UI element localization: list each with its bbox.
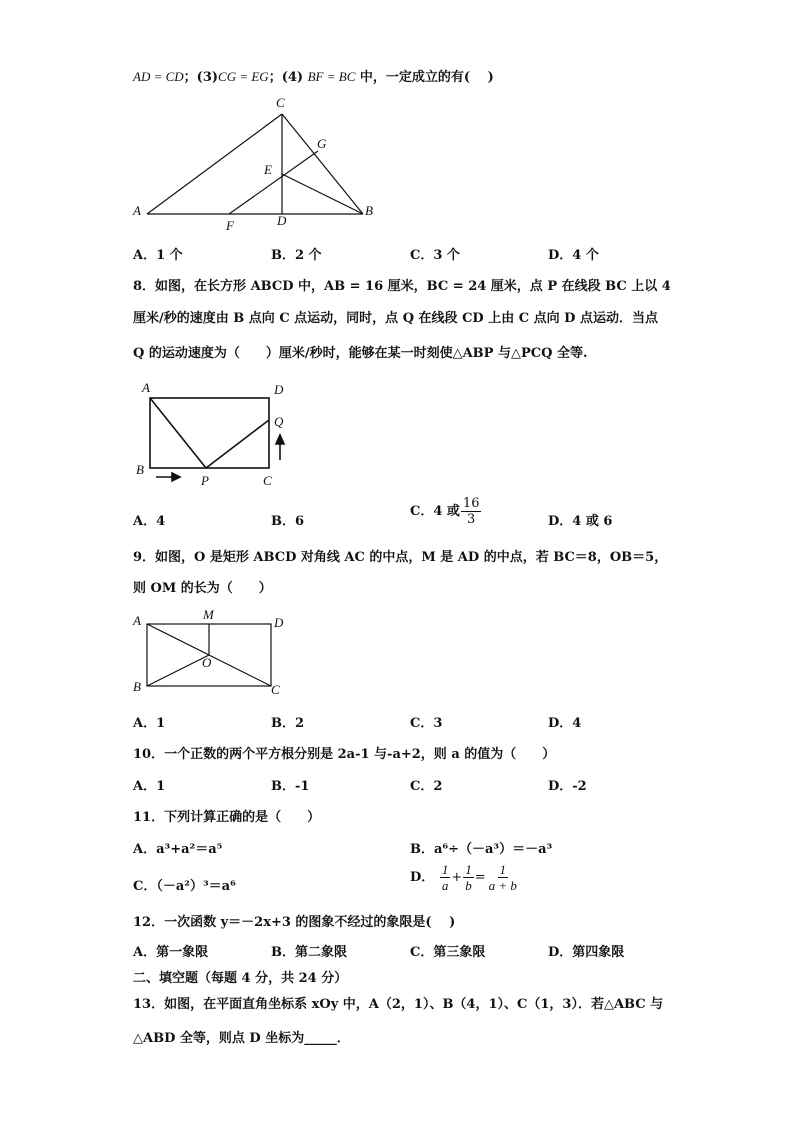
- q7-option-a[interactable]: A．1 个: [133, 248, 183, 263]
- q10-option-c[interactable]: C．2: [410, 779, 443, 794]
- q7-label-e: E: [264, 162, 272, 177]
- q7-label-c: C: [276, 95, 285, 110]
- q9-label-c: C: [271, 682, 280, 697]
- q11-frac2-den: b: [465, 878, 472, 893]
- q11-frac-1-over-b: [463, 862, 474, 893]
- q8-option-c-fraction: [461, 496, 482, 527]
- section-2-heading: 二、填空题（每题 4 分，共 24 分）: [133, 971, 348, 986]
- q9-label-b: B: [133, 679, 141, 694]
- q11-option-b[interactable]: B．a⁶÷（－a³）＝－a³: [410, 842, 553, 857]
- q8-rectangle-figure: [128, 378, 298, 490]
- q9-label-o: O: [202, 655, 212, 670]
- q11-option-c[interactable]: C．（－a²）³＝a⁶: [133, 879, 236, 894]
- q7-segment-fg: [229, 151, 318, 214]
- q9-label-a: A: [133, 613, 141, 628]
- q11-option-d-prefix: D．: [410, 870, 435, 885]
- q9-option-b[interactable]: B．2: [271, 716, 305, 731]
- q7-label-b: B: [365, 203, 373, 218]
- q7-item4-label: ；(4): [268, 70, 304, 85]
- q7-option-b[interactable]: B．2 个: [271, 248, 322, 263]
- q7-eq-cg-eg: CG = EG: [218, 69, 269, 84]
- q9-rectangle-figure: [128, 605, 298, 700]
- q7-label-f: F: [226, 218, 234, 232]
- q10-option-b[interactable]: B．-1: [271, 779, 310, 794]
- q8-option-c-text: C．4 或: [410, 504, 460, 519]
- q7-segment-ac: [147, 114, 282, 214]
- q7-option-d[interactable]: D．4 个: [548, 248, 599, 263]
- q11-frac-1-over-a-plus-b: [487, 862, 519, 893]
- q11-stem: 11．下列计算正确的是（ ）: [133, 810, 321, 825]
- q9-label-m: M: [203, 607, 214, 622]
- q8-label-c: C: [263, 473, 272, 488]
- q11-frac1-den: a: [441, 878, 449, 893]
- q10-option-d[interactable]: D．-2: [548, 779, 587, 794]
- q12-option-d[interactable]: D．第四象限: [548, 945, 625, 960]
- q8-stem-line2: 厘米/秒的速度由 B 点向 C 点运动，同时，点 Q 在线段 CD 上由 C 点向 D 点运动．当点: [133, 311, 658, 326]
- q8-option-b[interactable]: B．6: [271, 514, 305, 529]
- q8-stem-line1: 8．如图，在长方形 ABCD 中，AB = 16 厘米，BC = 24 厘米，点 P 在线段 BC 上以 4: [133, 279, 671, 294]
- q8-label-b: B: [136, 462, 144, 477]
- q10-stem: 10．一个正数的两个平方根分别是 2a-1 与-a+2，则 a 的值为（ ）: [133, 747, 556, 762]
- q9-option-c[interactable]: C．3: [410, 716, 443, 731]
- q7-item3-label: ；(3): [183, 70, 219, 85]
- q7-stem: [133, 66, 494, 85]
- q11-frac3-num: 1: [499, 862, 507, 877]
- q12-option-b[interactable]: B．第二象限: [271, 945, 347, 960]
- q11-frac3-den: a + b: [488, 878, 517, 893]
- q7-triangle-figure: [125, 92, 385, 232]
- q11-frac2-num: 1: [465, 862, 472, 877]
- q11-frac1-num: 1: [441, 862, 449, 877]
- q7-label-d: D: [277, 213, 287, 228]
- q7-label-g: G: [317, 136, 327, 151]
- q11-option-a[interactable]: A．a³+a²＝a⁵: [133, 842, 223, 857]
- q9-option-a[interactable]: A．1: [133, 716, 166, 731]
- q11-equals-sign: =: [474, 870, 486, 885]
- q9-segment-bo: [147, 655, 209, 686]
- q8-arrow-right: [156, 473, 180, 481]
- q8-label-a: A: [142, 380, 150, 395]
- q8-frac-den: 3: [467, 512, 476, 527]
- q8-label-d: D: [274, 382, 284, 397]
- q8-option-a[interactable]: A．4: [133, 514, 166, 529]
- q7-segment-eb: [282, 174, 363, 214]
- q8-segment-ap: [150, 398, 206, 468]
- q8-stem-line3: Q 的运动速度为（ ）厘米/秒时，能够在某一时刻使△ABP 与△PCQ 全等.: [133, 346, 588, 361]
- q7-eq-ad-cd: AD = CD: [133, 69, 184, 84]
- q8-segment-pq: [206, 420, 269, 468]
- q9-option-d[interactable]: D．4: [548, 716, 582, 731]
- q7-label-a: A: [133, 203, 141, 218]
- q12-option-a[interactable]: A．第一象限: [133, 945, 209, 960]
- q12-stem: 12．一次函数 y＝－2x+3 的图象不经过的象限是( ): [133, 915, 456, 930]
- q7-question-tail: 中，一定成立的有( ): [359, 70, 494, 85]
- q11-frac-1-over-a: [440, 862, 451, 893]
- q8-option-d[interactable]: D．4 或 6: [548, 514, 613, 529]
- q8-label-p: P: [201, 473, 209, 488]
- q13-stem-line2: △ABD 全等，则点 D 坐标为_____．: [133, 1031, 350, 1046]
- q7-segment-cb: [282, 114, 363, 214]
- q7-eq-bf-bc: BF = BC: [307, 69, 356, 84]
- q8-option-c[interactable]: [410, 496, 482, 527]
- q13-stem-line1: 13．如图，在平面直角坐标系 xOy 中，A（2，1）、B（4，1）、C（1，3）．若△ABC 与: [133, 997, 664, 1012]
- q7-option-c[interactable]: C．3 个: [410, 248, 460, 263]
- q10-option-a[interactable]: A．1: [133, 779, 166, 794]
- q9-label-d: D: [274, 615, 284, 630]
- q8-arrow-up: [276, 435, 284, 460]
- q12-option-c[interactable]: C．第三象限: [410, 945, 486, 960]
- q9-stem-line2: 则 OM 的长为（ ）: [133, 581, 272, 596]
- q8-label-q: Q: [274, 414, 284, 429]
- q9-stem-line1: 9．如图，O 是矩形 ABCD 对角线 AC 的中点，M 是 AD 的中点，若 BC＝8，OB＝5，: [133, 550, 668, 565]
- q11-option-d[interactable]: [410, 862, 520, 893]
- q8-frac-num: 16: [462, 496, 480, 511]
- q11-plus-sign: +: [451, 870, 463, 885]
